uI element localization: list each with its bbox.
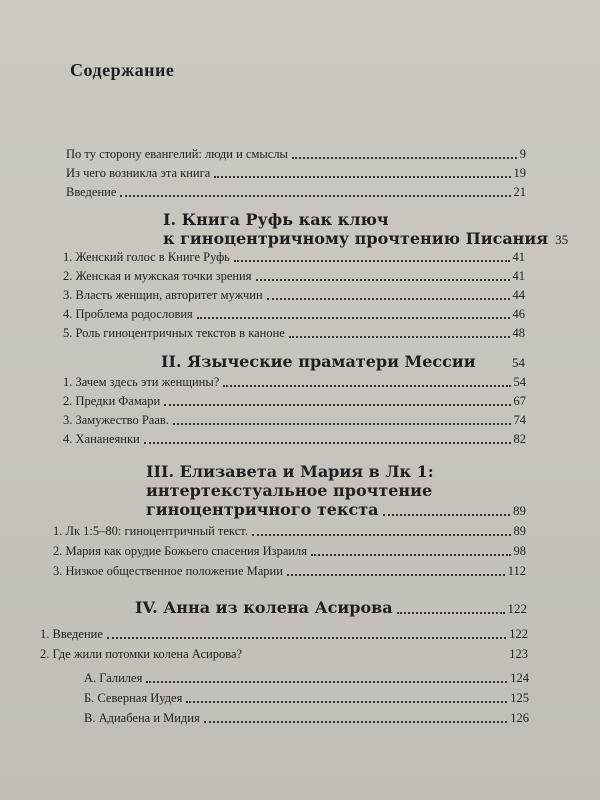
dot-leader — [214, 176, 510, 178]
dot-leader — [289, 336, 510, 338]
entry-page: 112 — [507, 564, 526, 578]
dot-leader — [383, 514, 510, 516]
dot-leader — [144, 442, 511, 444]
toc-entry — [63, 326, 525, 341]
entry-title: 3. Замужество Раав. — [63, 413, 169, 427]
chapter-heading: гиноцентричного текста — [146, 500, 379, 519]
chapter-heading: к гиноцентричному прочтению Писания — [163, 229, 549, 248]
entry-title: По ту сторону евангелий: люди и смыслы — [66, 147, 288, 161]
toc-entry — [66, 185, 526, 200]
spacer — [480, 366, 509, 368]
toc-entry — [53, 524, 526, 539]
entry-page: 21 — [513, 185, 526, 199]
entry-title: 3. Низкое общественное положение Марии — [53, 564, 283, 578]
entry-title: 5. Роль гиноцентричных текстов в каноне — [63, 326, 285, 340]
chapter-heading: I. Книга Руфь как ключ — [163, 210, 389, 229]
entry-page: 123 — [509, 647, 528, 661]
toc-entry — [53, 564, 526, 579]
entry-page: 67 — [513, 394, 526, 408]
toc-entry — [63, 250, 525, 265]
entry-title: 2. Где жили потомки колена Асирова? — [40, 647, 243, 661]
entry-page: 48 — [512, 326, 525, 340]
entry-page: 98 — [513, 544, 526, 558]
toc-subentry — [84, 691, 529, 706]
entry-title: 1. Женский голос в Книге Руфь — [63, 250, 230, 264]
entry-title: А. Галилея — [84, 671, 143, 685]
dot-leader — [397, 612, 505, 614]
toc-subentry — [84, 711, 529, 726]
toc-entry — [40, 627, 528, 642]
entry-title: Введение — [66, 185, 117, 199]
entry-page: 89 — [513, 524, 526, 538]
chapter-heading: IV. Анна из колена Асирова — [135, 598, 393, 617]
entry-page: 124 — [510, 671, 529, 685]
toc-entry — [66, 166, 526, 181]
toc-subentry — [84, 671, 529, 686]
dot-leader — [146, 681, 507, 683]
chapter-heading-entry — [135, 598, 527, 617]
dot-leader — [292, 157, 517, 159]
entry-title: 1. Зачем здесь эти женщины? — [63, 375, 220, 389]
toc-entry — [63, 288, 525, 303]
entry-page: 44 — [512, 288, 525, 302]
entry-page: 125 — [510, 691, 529, 705]
entry-title: 3. Власть женщин, авторитет мужчин — [63, 288, 263, 302]
entry-page: 46 — [512, 307, 525, 321]
entry-page: 122 — [509, 627, 528, 641]
dot-leader — [173, 423, 511, 425]
entry-page: 82 — [513, 432, 526, 446]
toc-entry — [63, 432, 526, 447]
chapter-heading-entry — [161, 352, 525, 371]
entry-page: 19 — [513, 166, 526, 180]
dot-leader — [223, 385, 510, 387]
dot-leader — [107, 637, 506, 639]
entry-title: 1. Введение — [40, 627, 103, 641]
entry-page: 41 — [512, 250, 525, 264]
dot-leader — [311, 554, 510, 556]
chapter-heading: интертекстуальное прочтение — [146, 481, 433, 500]
chapter-heading: II. Языческие праматери Мессии — [161, 352, 476, 371]
toc-entry — [63, 269, 525, 284]
chapter-heading: III. Елизавета и Мария в Лк 1: — [146, 462, 434, 481]
dot-leader — [234, 260, 510, 262]
entry-page: 89 — [513, 503, 526, 518]
entry-page: 54 — [512, 355, 525, 370]
entry-page: 9 — [519, 147, 526, 161]
entry-page: 126 — [510, 711, 529, 725]
toc-entry — [63, 413, 526, 428]
entry-page: 35 — [555, 232, 569, 247]
toc-entry — [63, 375, 526, 390]
entry-page: 74 — [513, 413, 526, 427]
entry-page: 41 — [512, 269, 525, 283]
dot-leader — [120, 195, 510, 197]
dot-leader — [287, 574, 505, 576]
entry-title: 2. Мария как орудие Божьего спасения Израиля — [53, 544, 308, 558]
entry-title: Б. Северная Иудея — [84, 691, 183, 705]
entry-title: Из чего возникла эта книга — [66, 166, 211, 180]
toc-entry — [66, 147, 526, 162]
entry-page: 122 — [507, 601, 527, 616]
toc-entry — [63, 307, 525, 322]
entry-page: 54 — [513, 375, 526, 389]
dot-leader — [164, 404, 510, 406]
chapter-heading-entry — [163, 229, 569, 248]
spacer — [246, 657, 506, 659]
entry-title: В. Адиабена и Мидия — [84, 711, 200, 725]
dot-leader — [252, 534, 511, 536]
toc-entry — [40, 647, 528, 662]
toc-entry — [53, 544, 526, 559]
toc-entry — [63, 394, 526, 409]
entry-title: 1. Лк 1:5–80: гиноцентричный текст. — [53, 524, 248, 538]
toc-title: Содержание — [70, 60, 175, 80]
dot-leader — [256, 279, 510, 281]
chapter-heading-entry — [146, 500, 526, 519]
dot-leader — [197, 317, 510, 319]
entry-title: 2. Предки Фамари — [63, 394, 161, 408]
dot-leader — [267, 298, 510, 300]
entry-title: 2. Женская и мужская точки зрения — [63, 269, 252, 283]
entry-title: 4. Проблема родословия — [63, 307, 193, 321]
dot-leader — [204, 721, 508, 723]
entry-title: 4. Хананеянки — [63, 432, 140, 446]
dot-leader — [186, 701, 507, 703]
